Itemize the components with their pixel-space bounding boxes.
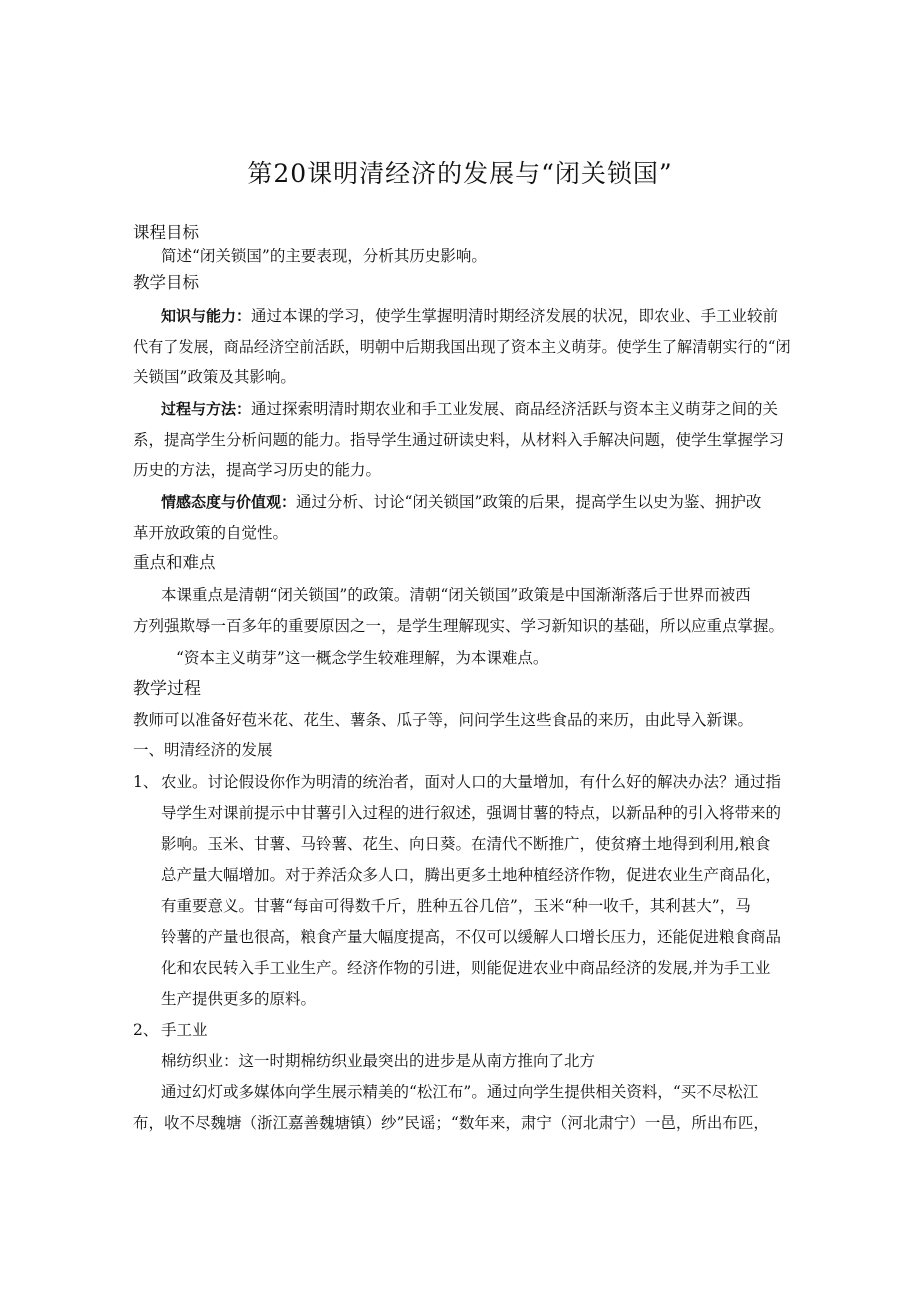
agriculture-line-2: 导学生对课前提示中甘薯引入过程的进行叙述，强调甘薯的特点，以新品种的引入将带来的 bbox=[161, 804, 782, 822]
agriculture-line-8: 生产提供更多的原料。 bbox=[161, 990, 317, 1008]
agriculture-line-4: 总产量大幅增加。对于养活众多人口，腾出更多土地种植经济作物，促进农业生产商品化， bbox=[161, 866, 782, 884]
course-goal-text: 简述“闭关锁国”的主要表现，分析其历史影响。 bbox=[161, 247, 487, 265]
teaching-process-heading: 教学过程 bbox=[133, 679, 201, 699]
knowledge-paragraph-line-1 bbox=[161, 306, 778, 326]
agriculture-line-6: 铃薯的产量也很高，粮食产量大幅度提高，不仅可以缓解人口增长压力，还能促进粮食商品 bbox=[161, 928, 782, 946]
process-method-line-3: 历史的方法，提高学习历史的能力。 bbox=[133, 461, 382, 479]
course-goal-heading: 课程目标 bbox=[133, 223, 199, 242]
key-points-line-3: “资本主义萌芽”这一概念学生较难理解，为本课难点。 bbox=[176, 649, 549, 667]
attitude-label: 情感态度与价值观： bbox=[161, 493, 297, 511]
key-points-heading: 重点和难点 bbox=[133, 553, 216, 572]
attitude-paragraph-line-1 bbox=[161, 492, 761, 512]
key-points-line-1: 本课重点是清朝“闭关锁国”的政策。清朝“闭关锁国”政策是中国渐渐落后于世界而被西 bbox=[161, 586, 751, 604]
cotton-industry-line: 棉纺织业：这一时期棉纺织业最突出的进步是从南方推向了北方 bbox=[161, 1052, 596, 1070]
knowledge-label: 知识与能力： bbox=[161, 307, 252, 325]
knowledge-line-1: 通过本课的学习，使学生掌握明清时期经济发展的状况，即农业、手工业较前 bbox=[251, 307, 779, 325]
agriculture-line-7: 化和农民转入手工业生产。经济作物的引进，则能促进农业中商品经济的发展,并为手工业 bbox=[161, 959, 771, 977]
handicraft-number: 2、 bbox=[133, 1021, 159, 1039]
agriculture-line-3: 影响。玉米、甘薯、马铃薯、花生、向日葵。在清代不断推广，使贫瘠土地得到利用,粮食 bbox=[161, 835, 771, 853]
key-points-line-2: 方列强欺辱一百多年的重要原因之一，是学生理解现实、学习新知识的基础，所以应重点掌握。 bbox=[133, 617, 785, 635]
handicraft-line-1: 通过幻灯或多媒体向学生展示精美的“松江布”。通过向学生提供相关资料，“买不尽松江 bbox=[161, 1083, 759, 1101]
part1-heading: 一、明清经济的发展 bbox=[133, 741, 273, 759]
attitude-line-2: 革开放政策的自觉性。 bbox=[133, 524, 289, 542]
knowledge-line-2: 代有了发展，商品经济空前活跃，明朝中后期我国出现了资本主义萌芽。使学生了解清朝实行的“闭 bbox=[133, 338, 791, 356]
attitude-line-1: 通过分析、讨论“闭关锁国”政策的后果，提高学生以史为鉴、拥护改 bbox=[296, 493, 762, 511]
knowledge-line-3: 关锁国”政策及其影响。 bbox=[133, 368, 296, 386]
agriculture-number: 1、 bbox=[133, 773, 159, 791]
process-method-label: 过程与方法： bbox=[161, 400, 252, 418]
teaching-goal-heading: 教学目标 bbox=[133, 273, 199, 292]
process-method-line-1: 通过探索明清时期农业和手工业发展、商品经济活跃与资本主义萌芽之间的关 bbox=[251, 400, 779, 418]
process-method-line-2: 系，提高学生分析问题的能力。指导学生通过研读史料，从材料入手解决问题，使学生掌握学习 bbox=[133, 431, 785, 449]
page-title: 第20课明清经济的发展与“闭关锁国” bbox=[247, 159, 673, 188]
handicraft-line-2: 布，收不尽魏塘（浙江嘉善魏塘镇）纱”民谣；“数年来，肃宁（河北肃宁）一邑，所出布匹， bbox=[133, 1114, 769, 1132]
process-method-paragraph-line-1 bbox=[161, 399, 778, 419]
handicraft-heading: 手工业 bbox=[161, 1021, 208, 1039]
agriculture-line-1: 农业。讨论假设你作为明清的统治者，面对人口的大量增加，有什么好的解决办法？通过指 bbox=[161, 773, 782, 791]
agriculture-line-5: 有重要意义。甘薯“每亩可得数千斤，胜种五谷几倍”，玉米“种一收千，其利甚大”，马 bbox=[161, 897, 751, 915]
process-intro: 教师可以准备好苞米花、花生、薯条、瓜子等，问问学生这些食品的来历，由此导入新课。 bbox=[133, 711, 754, 729]
